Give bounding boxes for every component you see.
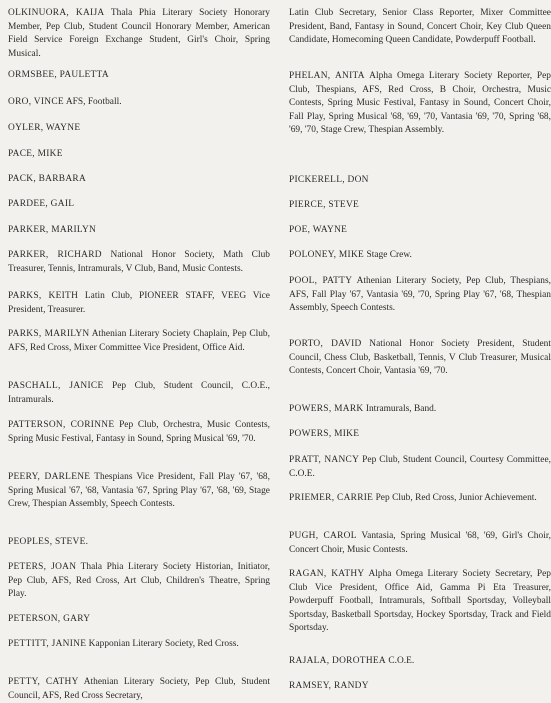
entry-name: RAMSEY, RANDY <box>289 681 369 691</box>
entry-name: POLONEY, MIKE <box>289 250 365 260</box>
entry-name: PATTERSON, CORINNE <box>8 420 115 430</box>
entry-name: ORMSBEE, PAULETTA <box>8 70 109 80</box>
entry-pratt-nancy <box>289 454 551 481</box>
entry-name: RAJALA, DOROTHEA <box>289 656 386 666</box>
entry-name: PETERSON, GARY <box>8 614 91 624</box>
entry-name: PARKER, MARILYN <box>8 225 97 235</box>
entry-activities: Thespians Vice President, Fall Play '67, '68, Spring Musical '67, '68, Vantasia '67, Spring Play '67, '68, '69, Stage Crew, Thespian Assembly, Speech Contests. <box>8 472 271 510</box>
entry-activities: Pep Club, Student Council, Courtesy Committee, C.O.E. <box>289 455 551 479</box>
entry-pardee-gail <box>8 198 270 212</box>
entry-ramsey-randy <box>289 680 551 694</box>
entry-name: PEERY, DARLENE <box>8 472 91 482</box>
entry-activities: AFS, Football. <box>65 97 122 107</box>
entry-name: ORO, VINCE <box>8 97 64 107</box>
entry-peterson-gary <box>8 613 270 627</box>
entry-peters-joan <box>8 561 270 602</box>
entry-name: OYLER, WAYNE <box>8 123 81 133</box>
entry-name: POWERS, MARK <box>289 404 364 414</box>
entry-parker-marilyn <box>8 224 270 238</box>
entry-patterson-corinne <box>8 419 270 446</box>
entry-priemer-carrie <box>289 492 551 506</box>
entry-poloney-mike <box>289 249 551 263</box>
entry-porto-david <box>289 338 551 379</box>
entry-name: PETTY, CATHY <box>8 677 79 687</box>
entry-name: PARKS, KEITH <box>8 291 79 301</box>
entry-pettitt-janine <box>8 638 270 652</box>
entry-activities: C.O.E. <box>388 656 415 666</box>
entry-activities: Latin Club Secretary, Senior Class Reporter, Mixer Committee President, Band, Fantasy in Sound, Concert Choir, Key Club Queen Candidate, Homecoming Queen Candidate, Powderpuff Football. <box>289 8 551 46</box>
entry-name: PHELAN, ANITA <box>289 71 365 81</box>
entry-parks-marilyn <box>8 328 270 355</box>
entry-activities: Alpha Omega Literary Society Reporter, Pep Club, Thespians, AFS, Red Cross, B Choir, Orchestra, Music Contests, Spring Music Festival, Fantasy in Sound, Concert Choir, Fall Play, Spring Musical '68, '69, '70, Vantasia '69, '70, Spring '68, '69, '70, Stage Crew, Thespian Assembly. <box>289 71 551 136</box>
entry-pierce-steve <box>289 199 551 213</box>
entry-name: PRATT, NANCY <box>289 455 360 465</box>
entry-pugh-carol <box>289 530 551 557</box>
entry-petty-cathy <box>8 676 270 703</box>
entry-activities: Pep Club, Red Cross, Junior Achievement. <box>375 493 537 503</box>
entry-activities: Latin Club, PIONEER STAFF, VEEG Vice President, Treasurer. <box>8 291 270 315</box>
entry-ragan-kathy <box>289 568 551 636</box>
entry-activities: Athenian Literary Society, Pep Club, Thespians, AFS, Fall Play '67, Vantasia '69, '70, Spring Play '67, '68, Thespian Assembly, Speech Contests. <box>289 276 551 314</box>
entry-parks-keith <box>8 290 270 317</box>
entry-parker-richard <box>8 249 270 276</box>
entry-activities: Athenian Literary Society Chaplain, Pep Club, AFS, Red Cross, Mixer Committee Vice President, Office Aid. <box>8 329 270 353</box>
entry-name: PARKS, MARILYN <box>8 329 90 339</box>
entry-pack-barbara <box>8 173 270 187</box>
entry-name: POOL, PATTY <box>289 276 353 286</box>
entry-activities: Athenian Literary Society, Pep Club, Student Council, AFS, Red Cross Secretary, <box>8 677 270 701</box>
entry-name: PORTO, DAVID <box>289 339 362 349</box>
entry-activities: Pep Club, Orchestra, Music Contests, Spring Music Festival, Fantasy in Sound, Spring Musical '69, '70. <box>8 420 270 444</box>
entry-activities: Intramurals, Band. <box>365 404 437 414</box>
entry-name: POE, WAYNE <box>289 225 348 235</box>
entry-name: RAGAN, KATHY <box>289 569 365 579</box>
entry-poe-wayne <box>289 224 551 238</box>
entry-oro-vince <box>8 96 270 110</box>
entry-ormsbee-pauletta <box>8 69 270 83</box>
entry-powers-mark <box>289 403 551 417</box>
entry-phelan-anita <box>289 70 551 138</box>
entry-olkinuora-kaija <box>8 7 270 61</box>
entry-name: POWERS, MIKE <box>289 429 360 439</box>
entry-name: PASCHALL, JANICE <box>8 381 104 391</box>
entry-name: PRIEMER, CARRIE <box>289 493 374 503</box>
entry-name: PACE, MIKE <box>8 149 63 159</box>
entry-name: PACK, BARBARA <box>8 174 87 184</box>
entry-name: PIERCE, STEVE <box>289 200 360 210</box>
entry-activities: Alpha Omega Literary Society Secretary, Pep Club Vice President, Office Aid, Gamma Pi Eta Treasurer, Powderpuff Football, Intramurals, Softball Sportsday, Volleyball Sportsday, Basketball Sportsday, Hockey Sportsday, Track and Field Sportsday. <box>289 569 551 634</box>
entry-peoples-steve <box>8 536 270 550</box>
entry-name: PEOPLES, STEVE. <box>8 537 89 547</box>
entry-pickerell-don <box>289 174 551 188</box>
entry-activities: Pep Club, Student Council, C.O.E., Intramurals. <box>8 381 270 405</box>
entry-name: OLKINUORA, KAIJA <box>8 8 105 18</box>
entry-powers-mike <box>289 428 551 442</box>
entry-name: PETERS, JOAN <box>8 562 77 572</box>
entry-activities: National Honor Society, Math Club Treasurer, Tennis, Intramurals, V Club, Band, Music Contests. <box>8 250 270 274</box>
entry-name: PUGH, CAROL <box>289 531 357 541</box>
entry-rajala-dorothea <box>289 655 551 669</box>
entry-name: PETTITT, JANINE <box>8 639 87 649</box>
entry-pool-patty <box>289 275 551 316</box>
entry-name: PARDEE, GAIL <box>8 199 75 209</box>
entry-name: PICKERELL, DON <box>289 175 369 185</box>
entry-peery-darlene <box>8 471 270 512</box>
entry-petty-cathy-continued <box>289 7 551 48</box>
entry-activities: Stage Crew. <box>366 250 412 260</box>
entry-activities: Kapponian Literary Society, Red Cross. <box>88 639 239 649</box>
entry-oyler-wayne <box>8 122 270 136</box>
entry-activities: Thala Phia Literary Society Honorary Member, Pep Club, Student Council Honorary Member, American Field Service Foreign Exchange Student, Girl's Choir, Spring Musical. <box>8 8 270 59</box>
entry-activities: Thala Phia Literary Society Historian, Initiator, Pep Club, AFS, Red Cross, Art Club, Children's Theatre, Spring Play. <box>8 562 270 600</box>
entry-name: PARKER, RICHARD <box>8 250 102 260</box>
entry-activities: National Honor Society President, Student Council, Chess Club, Basketball, Tennis, V Club Treasurer, Musical Contests, Concert Choir, Vantasia '69, '70. <box>289 339 551 377</box>
entry-paschall-janice <box>8 380 270 407</box>
entry-activities: Vantasia, Spring Musical '68, '69, Girl's Choir, Concert Choir, Music Contests. <box>289 531 551 555</box>
entry-pace-mike <box>8 148 270 162</box>
